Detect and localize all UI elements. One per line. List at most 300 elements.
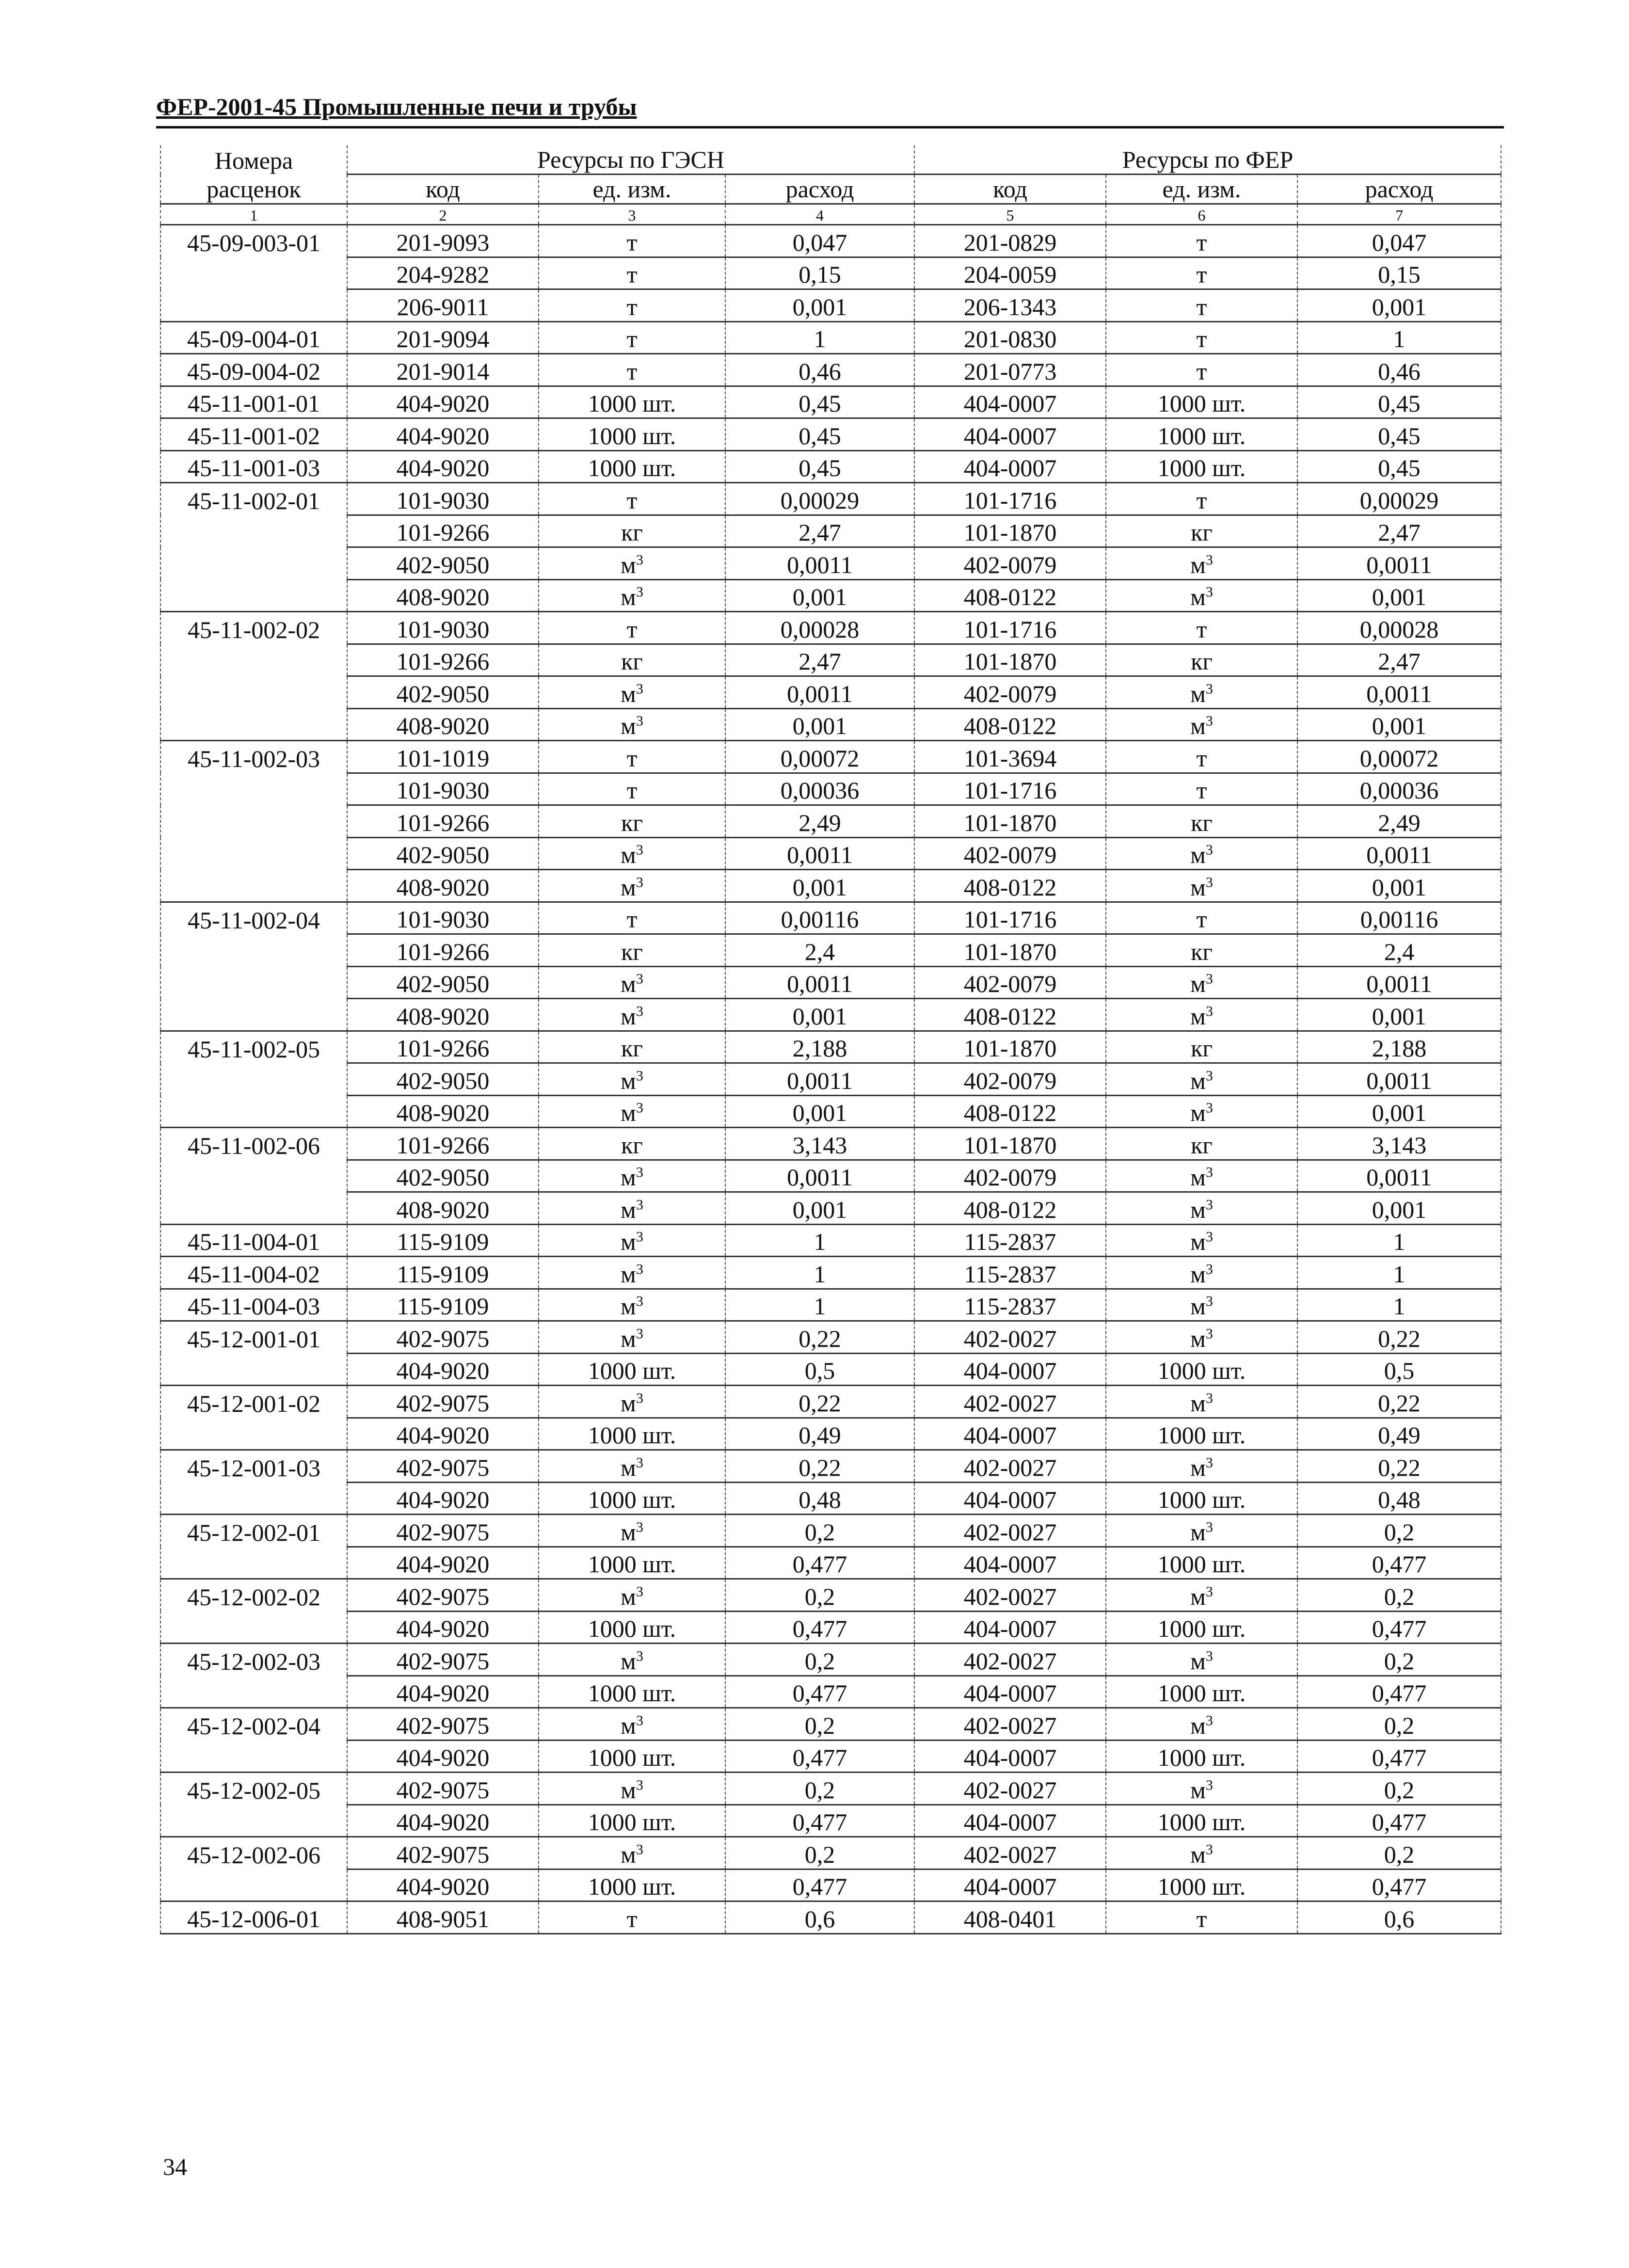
gesn-amount-cell: 0,00036 <box>725 773 914 805</box>
fer-code-cell: 101-1716 <box>914 902 1106 934</box>
rate-number-cell: 45-09-003-01 <box>160 225 347 257</box>
gesn-unit-cell: 1000 шт. <box>539 1740 725 1773</box>
fer-code-cell: 408-0122 <box>914 708 1106 741</box>
gesn-unit-cell: т <box>539 289 725 322</box>
fer-code-cell: 402-0027 <box>914 1386 1106 1418</box>
gesn-code-cell: 408-9051 <box>347 1901 539 1934</box>
gesn-code-cell: 101-9030 <box>347 483 539 515</box>
table-row <box>160 386 1501 418</box>
gesn-code-cell: 404-9020 <box>347 1676 539 1708</box>
rate-number-cell <box>160 1869 347 1901</box>
gesn-code-cell: 408-9020 <box>347 1192 539 1225</box>
table-row <box>160 966 1501 999</box>
fer-amount-cell: 0,001 <box>1297 1192 1501 1225</box>
column-number: 5 <box>914 204 1106 225</box>
rate-number-cell: 45-11-002-02 <box>160 612 347 644</box>
gesn-unit-cell: 1000 шт. <box>539 1547 725 1579</box>
rate-number-cell <box>160 289 347 322</box>
gesn-code-cell: 201-9014 <box>347 354 539 386</box>
gesn-unit-cell: $м^3$ <box>539 579 725 612</box>
fer-amount-cell: 0,45 <box>1297 450 1501 483</box>
rate-number-cell: 45-11-002-03 <box>160 741 347 773</box>
gesn-amount-cell: 0,001 <box>725 999 914 1031</box>
fer-unit-cell: $м^3$ <box>1106 1192 1297 1225</box>
column-number: 6 <box>1106 204 1297 225</box>
table-header-row <box>160 145 1501 175</box>
table-subheader-row <box>160 175 1501 204</box>
gesn-unit-cell: $м^3$ <box>539 1837 725 1869</box>
rate-number-cell: 45-09-004-01 <box>160 321 347 354</box>
fer-amount-cell: 0,477 <box>1297 1805 1501 1837</box>
fer-unit-cell: $м^3$ <box>1106 837 1297 870</box>
rate-number-cell: 45-12-002-01 <box>160 1515 347 1547</box>
fer-unit-cell: кг <box>1106 1128 1297 1160</box>
gesn-code-cell: 408-9020 <box>347 870 539 902</box>
table-row <box>160 1611 1501 1644</box>
rate-number-cell: 45-11-004-01 <box>160 1224 347 1257</box>
rate-number-cell: 45-12-001-03 <box>160 1450 347 1483</box>
rate-number-cell <box>160 805 347 838</box>
table-row <box>160 902 1501 934</box>
header-fer-code: код <box>914 175 1106 204</box>
rate-number-cell <box>160 999 347 1031</box>
fer-amount-cell: 0,477 <box>1297 1611 1501 1644</box>
gesn-amount-cell: 0,00028 <box>725 612 914 644</box>
gesn-amount-cell: 0,001 <box>725 1192 914 1225</box>
fer-unit-cell: 1000 шт. <box>1106 1482 1297 1515</box>
gesn-code-cell: 115-9109 <box>347 1257 539 1289</box>
fer-amount-cell: 2,47 <box>1297 515 1501 547</box>
gesn-amount-cell: 3,143 <box>725 1128 914 1160</box>
rate-number-cell <box>160 1676 347 1708</box>
fer-amount-cell: 0,6 <box>1297 1901 1501 1934</box>
fer-unit-cell: $м^3$ <box>1106 1837 1297 1869</box>
gesn-code-cell: 402-9075 <box>347 1450 539 1483</box>
fer-unit-cell: т <box>1106 225 1297 257</box>
fer-amount-cell: 0,001 <box>1297 708 1501 741</box>
fer-code-cell: 404-0007 <box>914 1547 1106 1579</box>
gesn-code-cell: 404-9020 <box>347 1611 539 1644</box>
gesn-unit-cell: 1000 шт. <box>539 1676 725 1708</box>
gesn-amount-cell: 0,001 <box>725 579 914 612</box>
rate-number-cell <box>160 1611 347 1644</box>
fer-unit-cell: $м^3$ <box>1106 1095 1297 1128</box>
table-row <box>160 1128 1501 1160</box>
resources-table <box>160 145 1501 1934</box>
column-number: 4 <box>725 204 914 225</box>
rate-number-cell: 45-12-002-04 <box>160 1708 347 1741</box>
fer-code-cell: 402-0079 <box>914 837 1106 870</box>
gesn-unit-cell: 1000 шт. <box>539 1418 725 1450</box>
fer-amount-cell: 0,22 <box>1297 1450 1501 1483</box>
gesn-amount-cell: 1 <box>725 1289 914 1321</box>
gesn-unit-cell: $м^3$ <box>539 547 725 580</box>
table-row <box>160 1160 1501 1192</box>
gesn-code-cell: 101-9030 <box>347 902 539 934</box>
gesn-amount-cell: 0,6 <box>725 1901 914 1934</box>
fer-unit-cell: 1000 шт. <box>1106 1805 1297 1837</box>
table-row <box>160 354 1501 386</box>
rate-number-cell <box>160 1063 347 1096</box>
rate-number-cell <box>160 1418 347 1450</box>
table-row <box>160 773 1501 805</box>
rate-number-cell <box>160 1482 347 1515</box>
rate-number-cell <box>160 579 347 612</box>
gesn-code-cell: 404-9020 <box>347 450 539 483</box>
gesn-code-cell: 201-9093 <box>347 225 539 257</box>
table-row <box>160 225 1501 257</box>
fer-unit-cell: 1000 шт. <box>1106 1611 1297 1644</box>
gesn-amount-cell: 0,45 <box>725 418 914 451</box>
fer-amount-cell: 0,0011 <box>1297 547 1501 580</box>
fer-unit-cell: т <box>1106 773 1297 805</box>
table-row <box>160 579 1501 612</box>
gesn-amount-cell: 0,0011 <box>725 1160 914 1192</box>
fer-amount-cell: 0,22 <box>1297 1321 1501 1354</box>
gesn-code-cell: 408-9020 <box>347 708 539 741</box>
table-row <box>160 1386 1501 1418</box>
fer-unit-cell: т <box>1106 289 1297 322</box>
gesn-code-cell: 101-9266 <box>347 1031 539 1063</box>
fer-code-cell: 115-2837 <box>914 1257 1106 1289</box>
gesn-code-cell: 101-9030 <box>347 612 539 644</box>
gesn-amount-cell: 0,46 <box>725 354 914 386</box>
fer-amount-cell: 0,5 <box>1297 1353 1501 1386</box>
fer-code-cell: 206-1343 <box>914 289 1106 322</box>
gesn-unit-cell: $м^3$ <box>539 870 725 902</box>
fer-amount-cell: 0,48 <box>1297 1482 1501 1515</box>
fer-amount-cell: 0,2 <box>1297 1773 1501 1805</box>
fer-unit-cell: кг <box>1106 644 1297 676</box>
rate-number-cell: 45-11-002-06 <box>160 1128 347 1160</box>
gesn-unit-cell: $м^3$ <box>539 1386 725 1418</box>
gesn-code-cell: 404-9020 <box>347 418 539 451</box>
gesn-amount-cell: 0,2 <box>725 1773 914 1805</box>
fer-unit-cell: $м^3$ <box>1106 547 1297 580</box>
table-row <box>160 1579 1501 1612</box>
fer-amount-cell: 1 <box>1297 321 1501 354</box>
header-gesn-unit: ед. изм. <box>539 175 725 204</box>
table-row <box>160 1224 1501 1257</box>
gesn-amount-cell: 0,477 <box>725 1740 914 1773</box>
header-rate-line2: расценок <box>160 175 347 204</box>
fer-code-cell: 404-0007 <box>914 418 1106 451</box>
fer-code-cell: 402-0027 <box>914 1644 1106 1676</box>
gesn-unit-cell: $м^3$ <box>539 1321 725 1354</box>
gesn-code-cell: 101-9266 <box>347 805 539 838</box>
fer-unit-cell: $м^3$ <box>1106 1289 1297 1321</box>
fer-code-cell: 402-0079 <box>914 966 1106 999</box>
fer-unit-cell: т <box>1106 902 1297 934</box>
gesn-amount-cell: 0,0011 <box>725 966 914 999</box>
rate-number-cell <box>160 644 347 676</box>
fer-code-cell: 404-0007 <box>914 1805 1106 1837</box>
fer-unit-cell: т <box>1106 354 1297 386</box>
gesn-code-cell: 101-9266 <box>347 644 539 676</box>
fer-amount-cell: 0,477 <box>1297 1740 1501 1773</box>
fer-code-cell: 101-1716 <box>914 612 1106 644</box>
gesn-code-cell: 101-1019 <box>347 741 539 773</box>
gesn-amount-cell: 0,0011 <box>725 547 914 580</box>
gesn-code-cell: 408-9020 <box>347 999 539 1031</box>
gesn-unit-cell: $м^3$ <box>539 1708 725 1741</box>
gesn-amount-cell: 0,047 <box>725 225 914 257</box>
rate-number-cell: 45-11-004-03 <box>160 1289 347 1321</box>
table-row <box>160 612 1501 644</box>
table-row <box>160 708 1501 741</box>
gesn-unit-cell: 1000 шт. <box>539 418 725 451</box>
gesn-amount-cell: 0,477 <box>725 1805 914 1837</box>
table-row <box>160 676 1501 709</box>
rate-number-cell <box>160 708 347 741</box>
header-gesn-code: код <box>347 175 539 204</box>
table-row <box>160 1547 1501 1579</box>
gesn-unit-cell: кг <box>539 1031 725 1063</box>
gesn-unit-cell: кг <box>539 805 725 838</box>
gesn-code-cell: 115-9109 <box>347 1224 539 1257</box>
rate-number-cell <box>160 934 347 967</box>
gesn-unit-cell: т <box>539 741 725 773</box>
rate-number-cell: 45-11-001-02 <box>160 418 347 451</box>
fer-code-cell: 402-0027 <box>914 1773 1106 1805</box>
fer-code-cell: 201-0829 <box>914 225 1106 257</box>
gesn-unit-cell: кг <box>539 934 725 967</box>
document-title: ФЕР-2001-45 Промышленные печи и трубы <box>156 93 637 120</box>
gesn-amount-cell: 0,0011 <box>725 676 914 709</box>
gesn-code-cell: 204-9282 <box>347 257 539 289</box>
fer-unit-cell: 1000 шт. <box>1106 1740 1297 1773</box>
table-row <box>160 805 1501 838</box>
table-row <box>160 1740 1501 1773</box>
fer-unit-cell: 1000 шт. <box>1106 1869 1297 1901</box>
rate-number-cell <box>160 257 347 289</box>
fer-unit-cell: $м^3$ <box>1106 1644 1297 1676</box>
gesn-code-cell: 402-9075 <box>347 1579 539 1612</box>
gesn-unit-cell: $м^3$ <box>539 1644 725 1676</box>
table-row <box>160 741 1501 773</box>
rate-number-cell <box>160 966 347 999</box>
gesn-unit-cell: т <box>539 257 725 289</box>
table-row <box>160 1644 1501 1676</box>
gesn-unit-cell: т <box>539 225 725 257</box>
gesn-amount-cell: 0,49 <box>725 1418 914 1450</box>
rate-number-cell: 45-11-001-01 <box>160 386 347 418</box>
rate-number-cell: 45-12-006-01 <box>160 1901 347 1934</box>
fer-amount-cell: 0,0011 <box>1297 1160 1501 1192</box>
page-header <box>156 92 1504 128</box>
fer-code-cell: 115-2837 <box>914 1224 1106 1257</box>
table-row <box>160 1450 1501 1483</box>
fer-code-cell: 204-0059 <box>914 257 1106 289</box>
fer-amount-cell: 0,2 <box>1297 1644 1501 1676</box>
gesn-amount-cell: 0,2 <box>725 1579 914 1612</box>
fer-amount-cell: 0,0011 <box>1297 1063 1501 1096</box>
fer-amount-cell: 0,00028 <box>1297 612 1501 644</box>
table-row <box>160 1773 1501 1805</box>
fer-code-cell: 404-0007 <box>914 1418 1106 1450</box>
gesn-code-cell: 404-9020 <box>347 1547 539 1579</box>
fer-unit-cell: $м^3$ <box>1106 1386 1297 1418</box>
rate-number-cell <box>160 773 347 805</box>
fer-amount-cell: 0,477 <box>1297 1676 1501 1708</box>
gesn-code-cell: 404-9020 <box>347 1418 539 1450</box>
gesn-amount-cell: 2,47 <box>725 515 914 547</box>
gesn-unit-cell: $м^3$ <box>539 1224 725 1257</box>
fer-amount-cell: 0,2 <box>1297 1708 1501 1741</box>
column-number: 1 <box>160 204 347 225</box>
rate-number-cell <box>160 1740 347 1773</box>
fer-amount-cell: 0,22 <box>1297 1386 1501 1418</box>
table-row <box>160 418 1501 451</box>
fer-amount-cell: 0,00072 <box>1297 741 1501 773</box>
fer-code-cell: 408-0122 <box>914 579 1106 612</box>
gesn-code-cell: 402-9075 <box>347 1386 539 1418</box>
column-number: 7 <box>1297 204 1501 225</box>
fer-code-cell: 402-0079 <box>914 1160 1106 1192</box>
gesn-code-cell: 402-9075 <box>347 1515 539 1547</box>
gesn-code-cell: 404-9020 <box>347 1740 539 1773</box>
rate-number-cell <box>160 870 347 902</box>
gesn-amount-cell: 0,2 <box>725 1515 914 1547</box>
fer-unit-cell: $м^3$ <box>1106 870 1297 902</box>
table-row <box>160 1257 1501 1289</box>
rate-number-cell: 45-09-004-02 <box>160 354 347 386</box>
fer-code-cell: 402-0027 <box>914 1579 1106 1612</box>
gesn-amount-cell: 2,4 <box>725 934 914 967</box>
gesn-amount-cell: 0,0011 <box>725 1063 914 1096</box>
fer-amount-cell: 0,0011 <box>1297 966 1501 999</box>
fer-unit-cell: т <box>1106 741 1297 773</box>
gesn-amount-cell: 0,00116 <box>725 902 914 934</box>
gesn-unit-cell: 1000 шт. <box>539 1805 725 1837</box>
fer-amount-cell: 2,4 <box>1297 934 1501 967</box>
gesn-unit-cell: 1000 шт. <box>539 1482 725 1515</box>
fer-unit-cell: $м^3$ <box>1106 1773 1297 1805</box>
fer-amount-cell: 0,46 <box>1297 354 1501 386</box>
gesn-code-cell: 404-9020 <box>347 1482 539 1515</box>
gesn-unit-cell: $м^3$ <box>539 1160 725 1192</box>
fer-unit-cell: $м^3$ <box>1106 708 1297 741</box>
gesn-amount-cell: 0,0011 <box>725 837 914 870</box>
fer-amount-cell: 0,001 <box>1297 999 1501 1031</box>
gesn-unit-cell: кг <box>539 1128 725 1160</box>
fer-amount-cell: 0,49 <box>1297 1418 1501 1450</box>
table-row <box>160 1901 1501 1934</box>
gesn-unit-cell: т <box>539 773 725 805</box>
gesn-amount-cell: 0,48 <box>725 1482 914 1515</box>
fer-code-cell: 101-1870 <box>914 644 1106 676</box>
gesn-code-cell: 402-9050 <box>347 966 539 999</box>
gesn-amount-cell: 0,45 <box>725 450 914 483</box>
fer-code-cell: 101-3694 <box>914 741 1106 773</box>
fer-unit-cell: $м^3$ <box>1106 1579 1297 1612</box>
fer-unit-cell: кг <box>1106 1031 1297 1063</box>
fer-code-cell: 201-0773 <box>914 354 1106 386</box>
table-row <box>160 321 1501 354</box>
header-gesn: Ресурсы по ГЭСН <box>347 145 914 175</box>
gesn-amount-cell: 0,45 <box>725 386 914 418</box>
gesn-amount-cell: 2,188 <box>725 1031 914 1063</box>
gesn-amount-cell: 0,001 <box>725 870 914 902</box>
fer-amount-cell: 0,0011 <box>1297 676 1501 709</box>
fer-code-cell: 402-0027 <box>914 1450 1106 1483</box>
fer-code-cell: 402-0079 <box>914 547 1106 580</box>
gesn-amount-cell: 0,2 <box>725 1837 914 1869</box>
fer-code-cell: 101-1870 <box>914 805 1106 838</box>
fer-code-cell: 404-0007 <box>914 1676 1106 1708</box>
page-number: 34 <box>163 2153 187 2180</box>
gesn-unit-cell: $м^3$ <box>539 1289 725 1321</box>
gesn-code-cell: 408-9020 <box>347 1095 539 1128</box>
fer-unit-cell: $м^3$ <box>1106 1515 1297 1547</box>
header-fer-amount: расход <box>1297 175 1501 204</box>
rate-number-cell <box>160 676 347 709</box>
gesn-code-cell: 402-9075 <box>347 1321 539 1354</box>
fer-unit-cell: $м^3$ <box>1106 1224 1297 1257</box>
gesn-code-cell: 402-9050 <box>347 1160 539 1192</box>
fer-amount-cell: 0,45 <box>1297 386 1501 418</box>
column-number: 2 <box>347 204 539 225</box>
table-row <box>160 515 1501 547</box>
fer-unit-cell: 1000 шт. <box>1106 1418 1297 1450</box>
table-row <box>160 837 1501 870</box>
fer-code-cell: 101-1716 <box>914 483 1106 515</box>
gesn-amount-cell: 0,001 <box>725 289 914 322</box>
fer-amount-cell: 0,2 <box>1297 1579 1501 1612</box>
gesn-amount-cell: 0,00072 <box>725 741 914 773</box>
gesn-code-cell: 408-9020 <box>347 579 539 612</box>
fer-amount-cell: 1 <box>1297 1224 1501 1257</box>
table-row <box>160 1869 1501 1901</box>
rate-number-cell: 45-11-004-02 <box>160 1257 347 1289</box>
gesn-amount-cell: 0,22 <box>725 1386 914 1418</box>
gesn-unit-cell: 1000 шт. <box>539 1869 725 1901</box>
gesn-unit-cell: $м^3$ <box>539 1450 725 1483</box>
fer-unit-cell: т <box>1106 257 1297 289</box>
fer-unit-cell: $м^3$ <box>1106 1257 1297 1289</box>
fer-code-cell: 408-0122 <box>914 1192 1106 1225</box>
gesn-code-cell: 206-9011 <box>347 289 539 322</box>
fer-amount-cell: 0,047 <box>1297 225 1501 257</box>
gesn-code-cell: 404-9020 <box>347 1805 539 1837</box>
fer-unit-cell: 1000 шт. <box>1106 1676 1297 1708</box>
fer-code-cell: 408-0401 <box>914 1901 1106 1934</box>
gesn-unit-cell: т <box>539 354 725 386</box>
fer-amount-cell: 2,188 <box>1297 1031 1501 1063</box>
table-row <box>160 1031 1501 1063</box>
gesn-code-cell: 404-9020 <box>347 1869 539 1901</box>
gesn-unit-cell: т <box>539 902 725 934</box>
header-rate-line1: Номера <box>160 145 347 175</box>
fer-amount-cell: 0,15 <box>1297 257 1501 289</box>
gesn-code-cell: 402-9075 <box>347 1837 539 1869</box>
gesn-code-cell: 101-9030 <box>347 773 539 805</box>
fer-amount-cell: 0,001 <box>1297 870 1501 902</box>
fer-unit-cell: $м^3$ <box>1106 1063 1297 1096</box>
gesn-unit-cell: $м^3$ <box>539 1579 725 1612</box>
gesn-amount-cell: 0,477 <box>725 1869 914 1901</box>
fer-amount-cell: 2,49 <box>1297 805 1501 838</box>
fer-code-cell: 402-0027 <box>914 1708 1106 1741</box>
gesn-unit-cell: $м^3$ <box>539 1257 725 1289</box>
fer-code-cell: 404-0007 <box>914 1740 1106 1773</box>
fer-unit-cell: 1000 шт. <box>1106 386 1297 418</box>
fer-unit-cell: кг <box>1106 515 1297 547</box>
rate-number-cell <box>160 1547 347 1579</box>
gesn-amount-cell: 0,477 <box>725 1611 914 1644</box>
fer-code-cell: 101-1870 <box>914 1031 1106 1063</box>
fer-code-cell: 402-0027 <box>914 1515 1106 1547</box>
